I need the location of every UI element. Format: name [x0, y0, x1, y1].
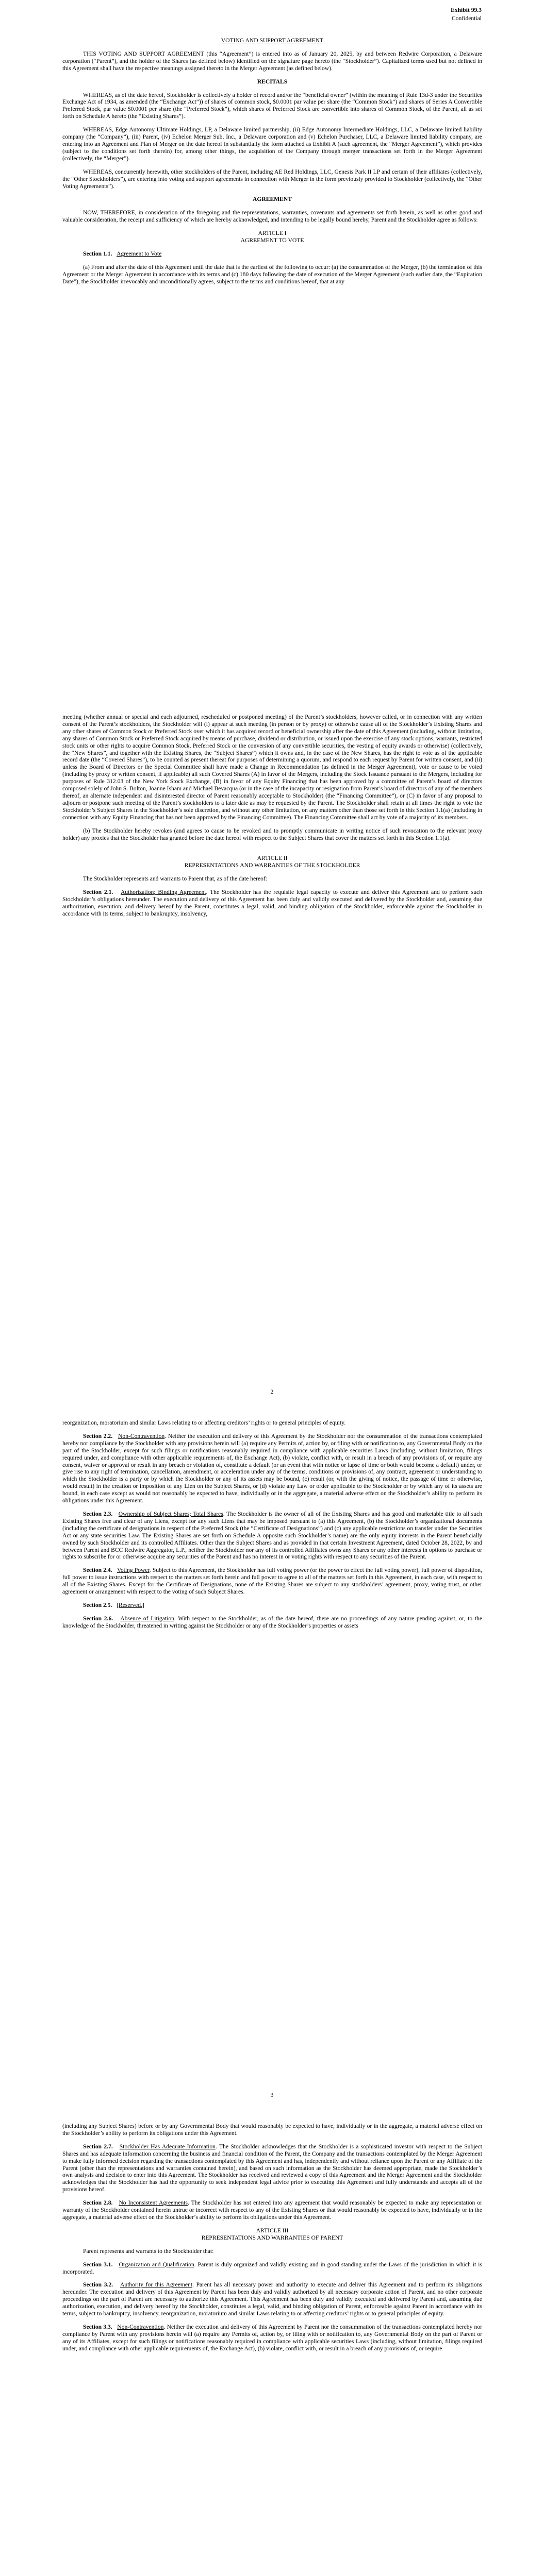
page-1-body	[62, 37, 482, 292]
document-title: VOTING AND SUPPORT AGREEMENT	[221, 37, 324, 44]
confidential-label: Confidential	[452, 15, 482, 22]
section-2-3-text: . The Stockholder is the owner of all of the Existing Shares and has good and marketable title to all such Existing Shares free and clear of any Liens, except for any such Liens that may be imposed pursuant to (a) this Agreement, (b) the Stockholder’s organizational documents (including the certificate of designations in respect of the Preferred Stock (the “Certificate of Designations”) and (c) any applicable restrictions on transfer under the Securities Act or any state securities Law. The Existing Shares are set forth on Schedule A opposite such Stockholder’s name) are the only equity interests in the Parent beneficially owned by such Stockholder and its controlled Affiliates. Other than the Subject Shares and as provided in that certain Investment Agreement, dated October 28, 2022, by and between Parent and BCC Redwire Aggregator, L.P., neither the Stockholder nor any of its controlled Affiliates owns any Shares or any other interests in options to purchase or rights to subscribe for or otherwise acquire any securities of the Parent and has no interest in or voting rights with respect to any securities of the Parent.	[62, 1510, 482, 1561]
section-2-3-title: Ownership of Subject Shares; Total Shares	[118, 1510, 223, 1517]
article-2-name: REPRESENTATIONS AND WARRANTIES OF THE STOCKHOLDER	[184, 862, 360, 869]
section-3-1	[62, 2261, 482, 2276]
section-2-1-label: Section 2.1.	[83, 889, 113, 896]
section-2-3-label: Section 2.3.	[83, 1510, 113, 1517]
exhibit-label: Exhibit 99.3	[451, 7, 482, 13]
section-3-2-label: Section 3.2.	[83, 2281, 113, 2289]
section-2-1-continued: reorganization, moratorium and similar Laws relating to or affecting creditors’ rights or to general principles of equity.	[62, 1419, 346, 1426]
article-1-number: ARTICLE I	[258, 230, 287, 237]
recital-1: WHEREAS, as of the date hereof, Stockholder is collectively a holder of record and/or the “beneficial owner” (within the meaning of Rule 13d-3 under the Securities Exchange Act of 1934, as amended (the “Exchange Act”)) of shares of common stock, $0.0001 par value per share (the “Common Stock”) and shares of Series A Convertible Preferred Stock, par value $0.0001 per share (the “Preferred Stock”), which shares of Preferred Stock are convertible into shares of Common Stock, of the Parent, all as set forth on Schedule A hereto (the “Existing Shares”).	[62, 91, 482, 120]
section-2-8	[62, 2199, 482, 2221]
section-2-2	[62, 1433, 482, 1504]
intro-paragraph: THIS VOTING AND SUPPORT AGREEMENT (this “Agreement”) is entered into as of January 20, 2025, by and between Redwire Corporation, a Delaware corporation (“Parent”), and the holder of the Shares (as defined below) identified on the signature page hereto (the “Stockholder”). Capitalized terms used but not defined in this Agreement shall have the respective meanings assigned thereto in the Merger Agreement (as defined below).	[62, 50, 482, 72]
page-4	[0, 2110, 544, 2576]
section-2-2-label: Section 2.2.	[83, 1432, 113, 1439]
section-2-8-label: Section 2.8.	[83, 2199, 113, 2207]
section-2-7-label: Section 2.7.	[83, 2143, 113, 2150]
section-2-7-text: . The Stockholder acknowledges that the Stockholder is a sophisticated investor with respect to the Subject Shares and has adequate information concerning the business and financial condition of the Parent, the Company and the transactions contemplated by the Merger Agreement to make fully informed decision regarding the transactions contemplated by this Agreement and has, independently and without reliance upon the Parent or any Affiliate of the Parent (other than the representations and warranties contained herein), and based on such information as the Stockholder has deemed appropriate, made the Stockholder’s own analysis and decision to enter into this Agreement. The Stockholder has received and reviewed a copy of this Agreement and the Merger Agreement and the Stockholder acknowledges that the Stockholder has had the opportunity to seek independent legal advice prior to executing this Agreement and fully understands and accepts all of the provisions hereof.	[62, 2143, 483, 2193]
section-2-1-title: Authorization; Binding Agreement	[120, 889, 206, 896]
article-2-number: ARTICLE II	[257, 855, 288, 862]
agreement-intro: NOW, THEREFORE, in consideration of the foregoing and the representations, warranties, covenants and agreements set forth herein, as well as other good and valuable consideration, the receipt and sufficiency of which are hereby acknowledged, and intending to be legally bound hereby, Parent and the Stockholder agree as follows:	[62, 209, 482, 224]
article-2-lead: The Stockholder represents and warrants to Parent that, as of the date hereof:	[83, 875, 268, 883]
article-1-name: AGREEMENT TO VOTE	[240, 237, 304, 244]
section-3-2	[62, 2281, 482, 2317]
section-3-3-title: Non-Contravention	[117, 2323, 164, 2330]
section-1-1-label: Section 1.1.	[83, 250, 112, 257]
page-3	[0, 1406, 544, 2110]
section-2-8-text: . The Stockholder has not entered into any agreement that would reasonably be expected to make any representation or warranty of the Stockholder contained herein untrue or incorrect with respect to any of the Existing Shares or that would reasonably be expected to have, individually or in the aggregate, a material adverse effect on the Stockholder’s ability to perform its obligations under this Agreement.	[62, 2199, 482, 2221]
page-header	[451, 6, 482, 23]
section-2-6-continued: (including any Subject Shares) before or by any Governmental Body that would reasonably be expected to have, individually or in the aggregate, a material adverse effect on the Stockholder’s ability to perform its obligations under this Agreement.	[62, 2123, 482, 2137]
section-2-4	[62, 1567, 482, 1596]
section-2-6	[62, 1615, 482, 1630]
article-3-name: REPRESENTATIONS AND WARRANTIES OF PARENT	[201, 2234, 343, 2241]
page-3-body	[62, 1419, 482, 1636]
section-2-6-title: Absence of Litigation	[120, 1615, 174, 1622]
section-2-6-text: . With respect to the Stockholder, as of the date hereof, there are no proceedings of any nature pending against, or, to the knowledge of the Stockholder, threatened in writing against the Stockholder or any of the Stockholder’s properties or assets	[62, 1615, 482, 1629]
section-2-1-text: . The Stockholder has the requisite legal capacity to execute and deliver this Agreement and to perform such Stockholder’s obligations hereunder. The execution and delivery of this Agreement has been duly and validly executed and delivered by the Stockholder and, assuming due authorization, execution, and delivery hereof by the Parent, constitutes a legal, valid, and binding obligation of the Stockholder, enforceable against the Stockholder in accordance with its terms, subject to bankruptcy, insolvency,	[62, 889, 482, 917]
section-1-1-a: (a) From and after the date of this Agreement until the date that is the earliest of the following to occur: (a) the consummation of the Merger, (b) the termination of this Agreement or the Merger Agreement in accordance with its terms and (c) 180 days following the date of execution of the Merger Agreement (such earlier date, the “Expiration Date”), the Stockholder irrevocably and unconditionally agrees, subject to the terms and conditions hereof, that at any	[62, 263, 482, 285]
section-2-6-label: Section 2.6.	[83, 1615, 113, 1622]
section-3-2-title: Authority for this Agreement	[120, 2281, 193, 2289]
section-1-1-title: Agreement to Vote	[117, 250, 162, 257]
page-2	[0, 703, 544, 1406]
page-number-3: 3	[270, 2092, 274, 2098]
section-1-1-a-continued: meeting (whether annual or special and each adjourned, rescheduled or postponed meeting) of the Parent’s stockholders, however called, or in connection with any written consent of the Parent’s stockholders, the Stockholder will (i) appear at such meeting (in person or by proxy) or otherwise cause all of the Stockholder’s Existing Shares and any other shares of Common Stock or Preferred Stock over which it has acquired record or beneficial ownership after the date of this Agreement (including, without limitation, any shares of Common Stock or Preferred Stock acquired by means of purchase, dividend or distribution, or issued upon the exercise of any stock options, warrants, restricted stock units or other rights to acquire Common Stock, Preferred Stock or the conversion of any convertible securities, the vesting of equity awards or otherwise) (collectively, the “New Shares”, and together with the Existing Shares, the “Subject Shares”) which it owns and, in the case of the New Shares, has the right to vote as of the applicable record date (the “Covered Shares”), to be counted as present thereat for purposes of determining a quorum, and respond to each request by Parent for written consent, and (ii) unless the Board of Directors or the Special Committee shall have made a Change in Recommendation (as defined in the Merger Agreement), vote or cause to be voted (including by proxy or written consent, if applicable) all such Covered Shares (A) in favor of the Mergers, including the Stock Issuance pursuant to the Mergers, including for purposes of Rule 312.03 of the New York Stock Exchange, (B) in favor of any Equity Financing that has been approved by a committee of Parent’s board of directors composed solely of John S. Bolton, Joanne Isham and Michael Bevacqua (or in the case of the incapacity or resignation from Parent’s board of directors of any of the members thereof, an alternate independent and disinterested director of Parent reasonably acceptable to Stockholder) (the “Financing Committee”), or (C) in favor of any proposal to adjourn or postpone such meeting of the Parent’s stockholders to a later date as may be requested by the Parent. The Stockholder shall retain at all times the right to vote the Stockholder’s Subject Shares in the Stockholder’s sole discretion, and without any other limitation, on any matters other than those set forth in this Section 1.1(a) (including in connection with any Equity Financing that has not been approved by the Financing Committee). The Financing Committee shall act by vote of a majority of its members.	[62, 714, 482, 821]
recitals-heading: RECITALS	[257, 78, 288, 85]
section-3-1-title: Organization and Qualification	[119, 2261, 194, 2268]
section-2-3	[62, 1511, 482, 1561]
recital-3: WHEREAS, concurrently herewith, other stockholders of the Parent, including AE Red Holdings, LLC, Genesis Park II LP and certain of their affiliates (collectively, the “Other Stockholders”), are entering into voting and support agreements in connection with Merger in the form previously provided to Stockholder (collectively, the “Other Voting Agreements”).	[62, 168, 482, 190]
section-2-7-title: Stockholder Has Adequate Information	[119, 2143, 216, 2150]
section-2-5-label: Section 2.5.	[83, 1601, 112, 1608]
section-1-1-heading	[62, 250, 482, 258]
agreement-heading: AGREEMENT	[252, 196, 292, 203]
article-3-lead: Parent represents and warrants to the Stockholder that:	[83, 2247, 214, 2255]
section-1-1-b: (b) The Stockholder hereby revokes (and agrees to cause to be revoked and to promptly communicate in writing notice of such revocation to the relevant proxy holder) any proxies that the Stockholder has granted before the date hereof with respect to the Subject Shares that cover the matters set forth in this Section 1.1(a).	[62, 827, 482, 841]
section-2-5-title: [Reserved.]	[117, 1601, 144, 1608]
page-number-2: 2	[270, 1388, 274, 1395]
section-2-4-text: . Subject to this Agreement, the Stockholder has full voting power (or the power to effect the full voting power), full power of disposition, full power to issue instructions with respect to the matters set forth herein and full power to agree to all of the matters set forth in this Agreement, in each case, with respect to all of the Existing Shares. Except for the Certificate of Designations, none of the Existing Shares are subject to any stockholders’ agreement, proxy, voting trust, or other agreement or arrangement with respect to the voting of such Subject Shares.	[62, 1567, 482, 1596]
section-3-3	[62, 2324, 482, 2352]
section-2-4-title: Voting Power	[117, 1567, 150, 1574]
article-3-number: ARTICLE III	[256, 2227, 289, 2234]
section-3-2-text: . Parent has all necessary power and authority to execute and deliver this Agreement and to perform its obligations hereunder. The execution and delivery of this Agreement by Parent has been duly and validly authorized by all necessary corporate action of Parent, and no other corporate proceedings on the part of Parent are necessary to authorize this Agreement. This Agreement has been duly and validly executed and delivered by Parent and, assuming due authorization, execution, and delivery hereof by the Stockholder, constitutes a legal, valid, and binding obligation of Parent, enforceable against Parent in accordance with its terms, subject to bankruptcy, insolvency, reorganization, moratorium and similar Laws relating to or affecting creditors’ rights or to general principles of equity.	[62, 2281, 483, 2317]
section-3-3-text: . Neither the execution and delivery of this Agreement by Parent nor the consummation of the transactions contemplated hereby nor compliance by Parent with any provisions herein will (a) require any Permits of, action by, or filing with or notification to, any Governmental Body on the part of Parent or any of its Affiliates, except for such filings or notifications reasonably required in compliance with applicable securities Laws (including, without limitation, filings required under, and compliance with other applicable requirements of, the Exchange Act), (b) violate, conflict with, or result in a breach of any provisions of, or require	[62, 2323, 482, 2352]
page-4-body	[62, 2123, 482, 2359]
section-2-2-title: Non-Contravention	[118, 1432, 165, 1439]
section-2-1	[62, 889, 482, 918]
section-3-3-label: Section 3.3.	[83, 2323, 112, 2330]
section-2-2-text: . Neither the execution and delivery of this Agreement by the Stockholder nor the consummation of the transactions contemplated hereby nor compliance by the Stockholder with any provisions herein will (a) require any Permits of, action by, or filing with or notification to, any Governmental Body on the part of the Stockholder, except for such filings or notifications reasonably required in compliance with applicable securities Laws (including, without limitation, filings required under, and compliance with other applicable requirements of, the Exchange Act), (b) violate, conflict with, or result in a breach of any provisions of, or require any consent, waiver or approval or result in any breach or violation of, constitute a default (or an event that with notice or lapse of time or both would become a default) under, or give rise to any right of termination, cancellation, amendment, or acceleration under any of the terms, conditions or provisions of, any contract, agreement or understanding to which the Stockholder is a party or by which the Stockholder or any of its assets may be bound, (c) result (or, with the giving of notice, the passage of time or otherwise, would result) in the creation or imposition of any Lien on the Subject Shares, or (d) violate any Law or order applicable to the Stockholder or by which any of its assets are bound, in each case except as would not reasonably be expected to have, individually or in the aggregate, a material adverse effect on the Stockholder’s ability to perform its obligations under this Agreement.	[62, 1432, 482, 1504]
recital-2: WHEREAS, Edge Autonomy Ultimate Holdings, LP, a Delaware limited partnership, (ii) Edge Autonomy Intermediate Holdings, LLC, a Delaware limited liability company (the “Company”), (iii) Parent, (iv) Echelon Merger Sub, Inc., a Delaware corporation and (v) Echelon Purchaser, LLC, a Delaware limited liability company, are entering into an Agreement and Plan of Merger on the date hereof in substantially the form attached as Exhibit A (such agreement, the “Merger Agreement”), which provides (subject to the conditions set forth therein) for, among other things, the acquisition of the Company through merger transactions set forth in the Merger Agreement (collectively, the “Merger”).	[62, 126, 482, 162]
page-1	[0, 0, 544, 703]
page-2-body	[62, 714, 482, 924]
section-2-5	[62, 1602, 482, 1609]
section-2-8-title: No Inconsistent Agreements	[119, 2199, 188, 2207]
section-3-1-text: . Parent is duly organized and validly existing and in good standing under the Laws of the jurisdiction in which it is incorporated.	[62, 2261, 482, 2275]
section-2-4-label: Section 2.4.	[83, 1567, 112, 1574]
section-3-1-label: Section 3.1.	[83, 2261, 113, 2268]
section-2-7	[62, 2143, 482, 2193]
